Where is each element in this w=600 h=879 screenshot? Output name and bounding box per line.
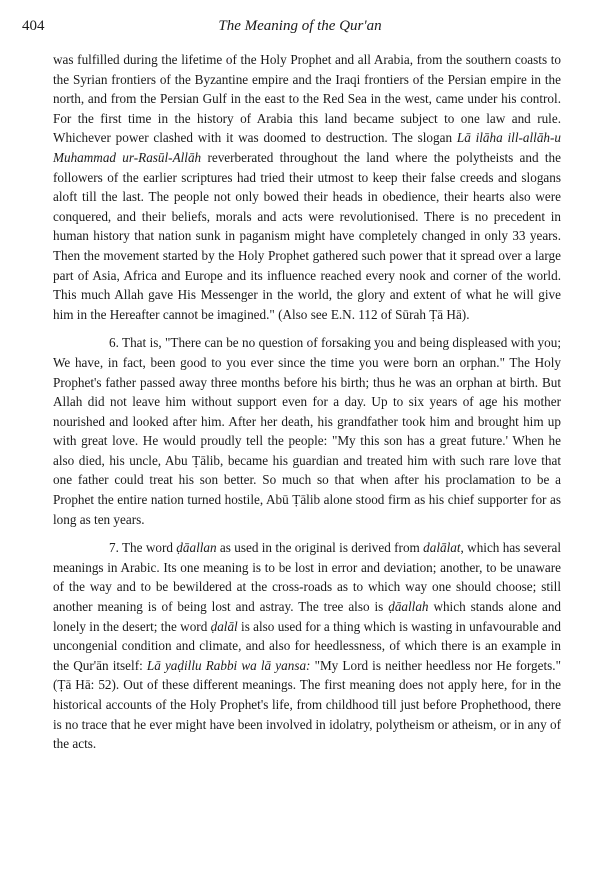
text-run: "My Lord is neither heedless nor He forgets." (Ṭā Hā: 52). Out of these different meanings. The first meaning does not apply here, for in the historical accounts of the Holy Prophet's life, from childhood till just before Prophethood, there is no trace that he ever might have been involved in idolatry, polytheism or atheism, or in any of the acts. (53, 657, 561, 752)
italic-term: Lā ilāha ill-allāh-u Muhammad ur-Rasūl-Allāh (53, 130, 561, 165)
text-run: was fulfilled during the lifetime of the Holy Prophet and all Arabia, from the southern coasts to the Syrian frontiers of the Byzantine empire and the Iraqi frontiers of the Persian empire in the north, and from the Persian Gulf in the east to the Red Sea in the west, came under his control. For the first time in the history of Arabia this land became subject to one law and rule. Whichever power clashed with it was doomed to destruction. The slogan (53, 52, 561, 146)
italic-term: ḍāallan (176, 540, 217, 556)
continued-note-paragraph (53, 50, 561, 324)
text-run: as used in the original is derived from (216, 540, 424, 556)
running-title: The Meaning of the Qur'an (218, 18, 382, 34)
text-run: which stands alone and lonely in the desert; the word (53, 599, 562, 634)
italic-term: Lā yaḍillu Rabbi wa lā yansa: (146, 657, 311, 673)
text-run: 7. The word (109, 540, 177, 556)
body-text (53, 50, 561, 754)
footnote-7-paragraph (53, 538, 561, 754)
italic-term: ḍāallah (388, 599, 429, 615)
text-run: reverberated throughout the land where the polytheists and the followers of the earlier scriptures had tried their utmost to keep their false creeds and slogans aloft till the last. The people not only bowed their heads in obedience, their hearts also were conquered, and their beliefs, morals and acts were revolutionised. There is no precedent in human history that nation sunk in paganism might have completely changed in only 33 years. Then the movement started by the Holy Prophet gathered such power that it spread over a large part of Asia, Africa and Europe and its influence reached every nook and corner of the world. This much Allah gave His Messenger in the world, the glory and extent of what he will give him in the Hereafter cannot be imagined." (Also see E.N. 112 of Sūrah Ṭā Hā). (53, 149, 562, 322)
italic-term: dalālat (423, 540, 461, 556)
text-run: 6. That is, "There can be no question of forsaking you and being displeased with you; We have, in fact, been good to you ever since the time you were born an orphan." The Holy Prophet's father passed away three months before his birth; thus he was an orphan at birth. But Allah did not leave him without support even for a day. Up to six years of age his mother nourished and looked after him. After her death, his grandfather took him and brought him up with great love. He would proudly tell the people: "My this son has a great future.' When he also died, his uncle, Abu Ṭālib, became his guardian and treated him with such rare love that one father could treat his son better. So much so that when after his proclamation to be a Prophet the entire nation turned hostile, Abū Ṭālib alone stood firm as his chief supporter for as long as ten years. (53, 335, 561, 527)
page-number: 404 (22, 18, 45, 34)
page-header (22, 18, 578, 40)
text-run: is also used for a thing which is wasting in unfavourable and uncongenial condition and climate, and also for heedlessness, of which there is an example in the Qur'ān itself: (53, 618, 561, 673)
italic-term: ḍalāl (210, 618, 238, 634)
footnote-6-paragraph (53, 333, 561, 529)
text-run: , which has several meanings in Arabic. Its one meaning is to be lost in error and deviation; another, to be unaware of the way and to be bewildered at the cross-roads as to which way one should choose; still another meaning is of being lost and astray. The tree also is (53, 540, 561, 615)
